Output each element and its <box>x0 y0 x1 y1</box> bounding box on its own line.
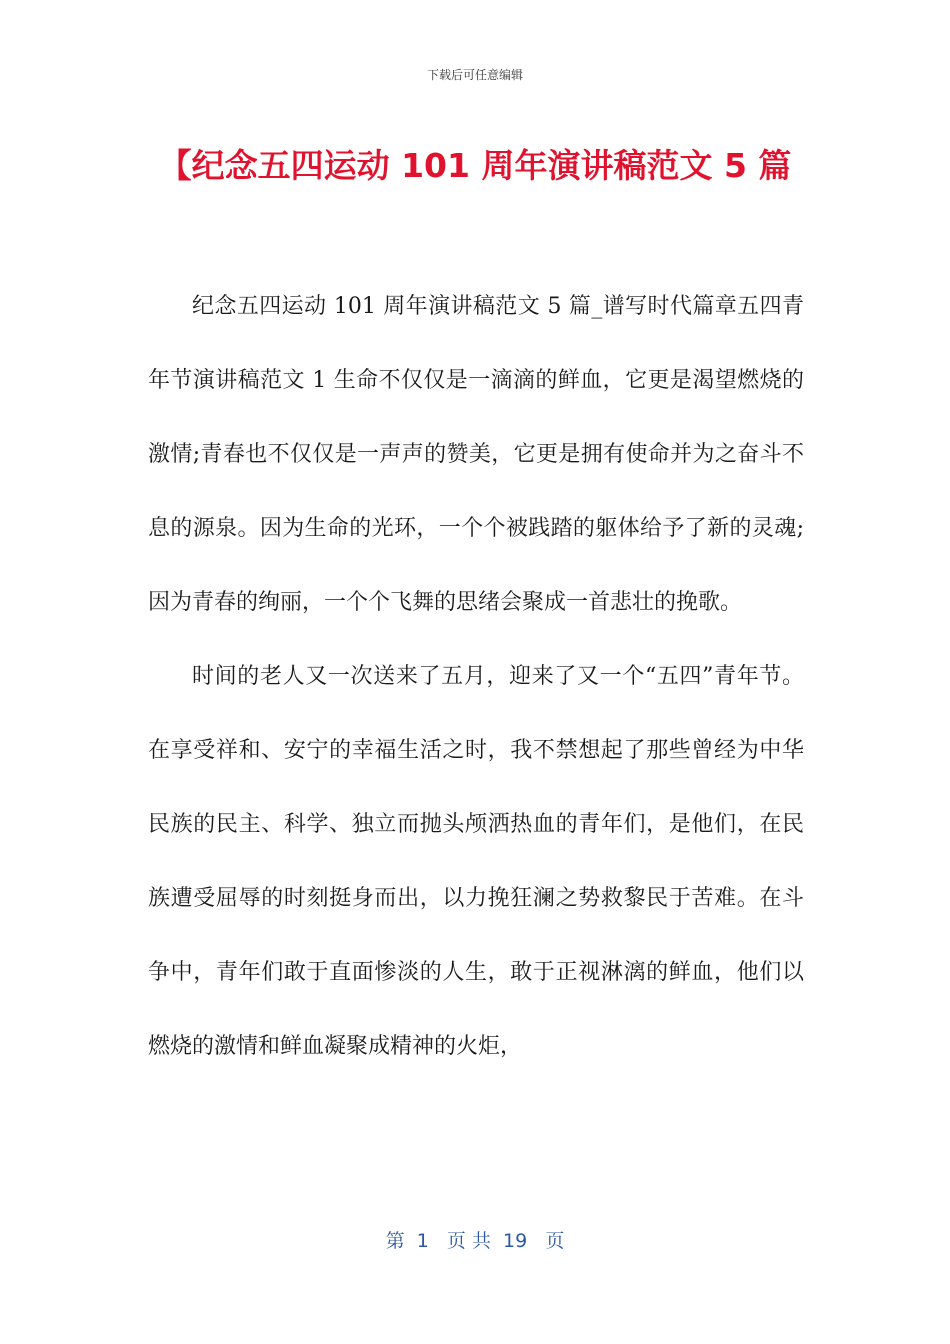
paragraph-2: 时间的老人又一次送来了五月，迎来了又一个“五四”青年节。在享受祥和、安宁的幸福生活之时，我不禁想起了那些曾经为中华民族的民主、科学、独立而抛头颅洒热血的青年们，是他们，在民族遭受屈辱的时刻挺身而出，以力挽狂澜之势救黎民于苦难。在斗争中，青年们敢于直面惨淡的人生，敢于正视淋漓的鲜血，他们以燃烧的激情和鲜血凝聚成精神的火炬， <box>148 664 804 1059</box>
page-number-footer: 第 1 页 共 19 页 <box>385 1230 565 1252</box>
header-note: 下载后可任意编辑 <box>426 68 523 82</box>
paragraph-1: 纪念五四运动 101 周年演讲稿范文 5 篇_谱写时代篇章五四青年节演讲稿范文 1 生命不仅仅是一滴滴的鲜血，它更是渴望燃烧的激情;青春也不仅仅是一声声的赞美，它更是拥有使命并为之奋斗不息的源泉。因为生命的光环，一个个被践踏的躯体给予了新的灵魂;因为青春的绚丽，一个个飞舞的思绪会聚成一首悲壮的挽歌。 <box>148 294 804 615</box>
document-title: 【纪念五四运动 101 周年演讲稿范文 5 篇 <box>158 146 792 185</box>
document-body <box>148 270 804 1084</box>
